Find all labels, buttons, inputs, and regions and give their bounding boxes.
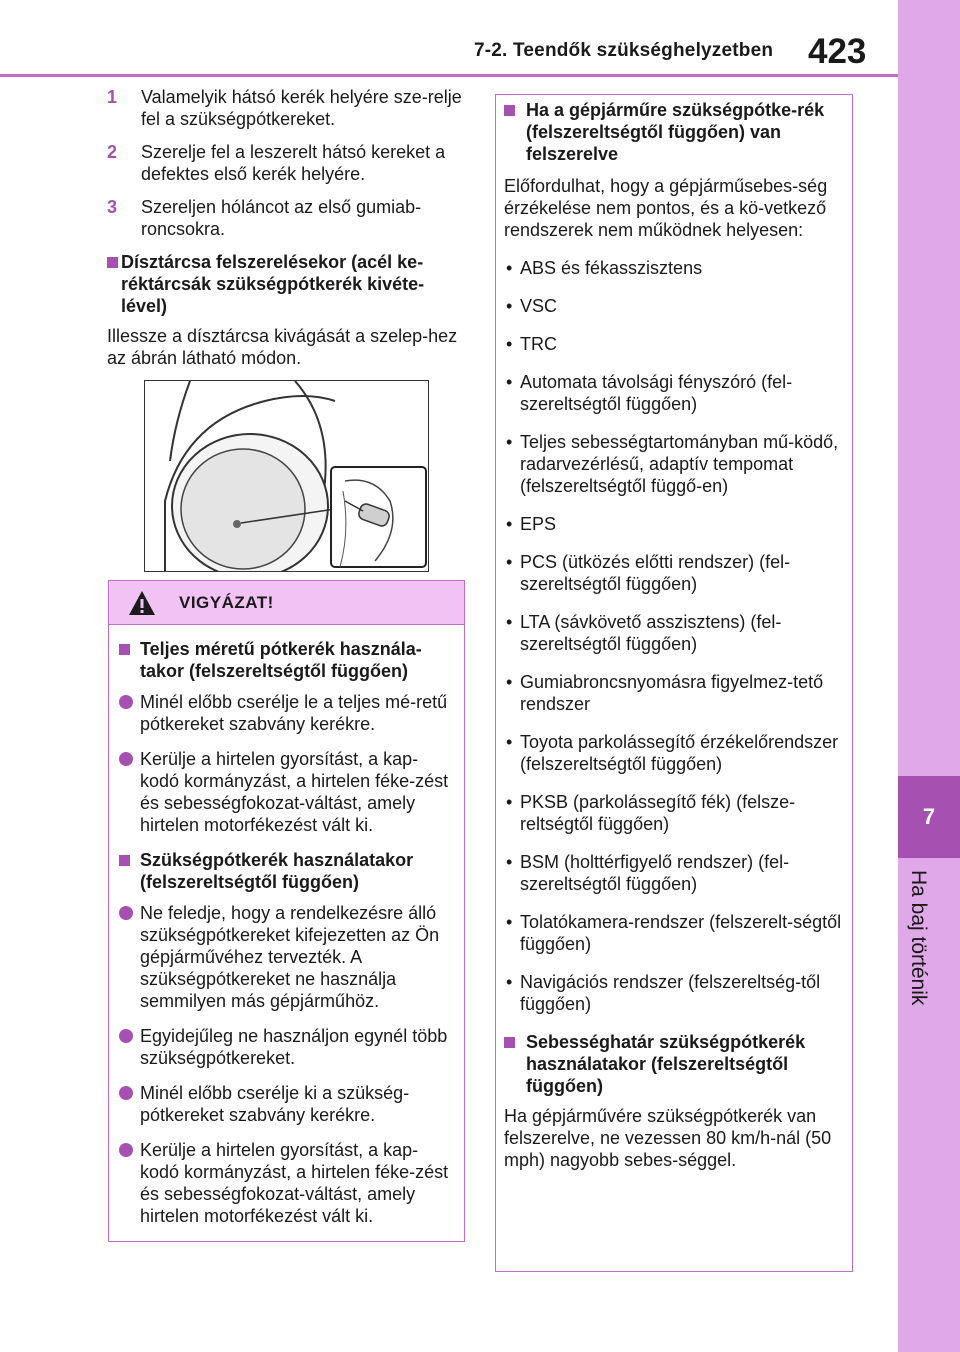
square-bullet-icon: [504, 105, 515, 116]
warning-section-heading: [118, 849, 452, 893]
system-list-item: • Automata távolsági fényszóró (fel-szereltségtől függően): [504, 371, 842, 415]
square-bullet-icon: [504, 1037, 515, 1048]
warning-item: [118, 1082, 452, 1126]
warning-item: [118, 691, 452, 735]
step-number: 3: [107, 197, 118, 217]
system-list-item: • Gumiabroncsnyomásra figyelmez-tető rendszer: [504, 671, 842, 715]
system-list-item: • ABS és fékasszisztens: [504, 257, 842, 279]
square-bullet-icon: [119, 855, 130, 866]
warning-triangle-icon: [127, 589, 157, 617]
left-column: [107, 86, 465, 379]
warning-section-heading-text: Teljes méretű pótkerék használa-takor (felszereltségtől függően): [140, 639, 422, 681]
step-text: Szerelje fel a leszerelt hátsó kereket a defektes első kerék helyére.: [141, 142, 446, 184]
section-title: 7-2. Teendők szükséghelyzetben: [474, 40, 774, 61]
system-list-item: • Tolatókamera-rendszer (felszerelt-ségtől függően): [504, 911, 842, 955]
chapter-label: Ha baj történik: [907, 870, 930, 1006]
round-bullet-icon: [119, 752, 133, 766]
warning-item-text: Kerülje a hirtelen gyorsítást, a kap-kodó kormányzást, a hirtelen féke-zést és sebességfokozat-váltást, amely hirtelen motorfékezést vált ki.: [140, 749, 449, 835]
warning-header: [109, 581, 464, 625]
step-text: Valamelyik hátsó kerék helyére sze-relje fel a szükségpótkereket.: [141, 87, 462, 129]
step-number: 2: [107, 142, 118, 162]
warning-section-heading: [118, 638, 452, 682]
system-list-item: • TRC: [504, 333, 842, 355]
square-bullet-icon: [119, 644, 130, 655]
system-list-item: • Navigációs rendszer (felszereltség-től függően): [504, 971, 842, 1015]
wheel-valve-drawing: [145, 381, 429, 572]
affected-systems-list: [504, 257, 842, 1015]
warning-section-heading-text: Szükségpótkerék használatakor (felszereltségtől függően): [140, 850, 414, 892]
warning-box: [108, 580, 465, 1242]
round-bullet-icon: [119, 1086, 133, 1100]
speed-limit-heading-text: Sebességhatár szükségpótkerék használatakor (felszereltségtől függően): [526, 1032, 806, 1096]
warning-item: [118, 748, 452, 836]
system-list-item: • VSC: [504, 295, 842, 317]
system-list-item: • EPS: [504, 513, 842, 535]
round-bullet-icon: [119, 1143, 133, 1157]
chapter-tab[interactable]: 7: [898, 776, 960, 858]
right-info-box: [495, 94, 853, 1272]
page-number: 423: [808, 32, 867, 71]
round-bullet-icon: [119, 1029, 133, 1043]
warning-item-text: Ne feledje, hogy a rendelkezésre álló szükségpótkereket kifejezetten az Ön gépjárművéhez tervezték. A szükségpótkereket ne használja semmilyen más gépjárműhöz.: [140, 903, 440, 1011]
step-item: [107, 196, 465, 240]
system-list-item: • PKSB (parkolássegítő fék) (felsze-reltségtől függően): [504, 791, 842, 835]
spare-wheel-heading-text: Ha a gépjárműre szükségpótke-rék (felszereltségtől függően) van felszerelve: [526, 100, 825, 164]
hubcap-heading-text: Dísztárcsa felszerelésekor (acél ke-réktárcsák szükségpótkerék kivéte-lével): [121, 252, 425, 316]
warning-body: [109, 625, 464, 1227]
warning-item-text: Minél előbb cserélje ki a szükség-pótkereket szabvány kerékre.: [140, 1083, 410, 1125]
header-divider: [0, 74, 898, 77]
speed-limit-text: Ha gépjárművére szükségpótkerék van felszerelve, ne vezessen 80 km/h-nál (50 mph) nagyobb sebes-séggel.: [504, 1106, 832, 1170]
system-list-item: • Teljes sebességtartományban mű-ködő, radarvezérlésű, adaptív tempomat (felszereltségtől függő-en): [504, 431, 842, 497]
step-number: 1: [107, 87, 118, 107]
hubcap-heading: [107, 251, 465, 317]
system-list-item: • Toyota parkolássegítő érzékelőrendszer (felszereltségtől függően): [504, 731, 842, 775]
square-bullet-icon: [107, 257, 118, 268]
warning-item: [118, 902, 452, 1012]
round-bullet-icon: [119, 906, 133, 920]
hubcap-illustration: [144, 380, 429, 572]
warning-item-text: Kerülje a hirtelen gyorsítást, a kap-kodó kormányzást, a hirtelen féke-zést és sebességfokozat-váltást, amely hirtelen motorfékezést vált ki.: [140, 1140, 449, 1226]
speed-limit-heading: [504, 1031, 842, 1097]
system-list-item: • LTA (sávkövető asszisztens) (fel-szereltségtől függően): [504, 611, 842, 655]
system-list-item: • PCS (ütközés előtti rendszer) (fel-szereltségtől függően): [504, 551, 842, 595]
warning-item-text: Egyidejűleg ne használjon egynél több szükségpótkereket.: [140, 1026, 448, 1068]
step-text: Szereljen hóláncot az első gumiab-roncsokra.: [141, 197, 422, 239]
step-item: [107, 86, 465, 130]
step-item: [107, 141, 465, 185]
side-tab-strip: [898, 0, 960, 1352]
warning-item: [118, 1025, 452, 1069]
warning-title: VIGYÁZAT!: [179, 592, 274, 612]
round-bullet-icon: [119, 695, 133, 709]
spare-wheel-intro: Előfordulhat, hogy a gépjárműsebes-ség érzékelése nem pontos, és a kö-vetkező rendszerek nem működnek helyesen:: [504, 176, 828, 240]
spare-wheel-heading: [504, 99, 842, 165]
warning-item: [118, 1139, 452, 1227]
system-list-item: • BSM (holttérfigyelő rendszer) (fel-szereltségtől függően): [504, 851, 842, 895]
hubcap-text: Illessze a dísztárcsa kivágását a szelep-hez az ábrán látható módon.: [107, 326, 458, 368]
warning-item-text: Minél előbb cserélje le a teljes mé-retű pótkereket szabvány kerékre.: [140, 692, 448, 734]
